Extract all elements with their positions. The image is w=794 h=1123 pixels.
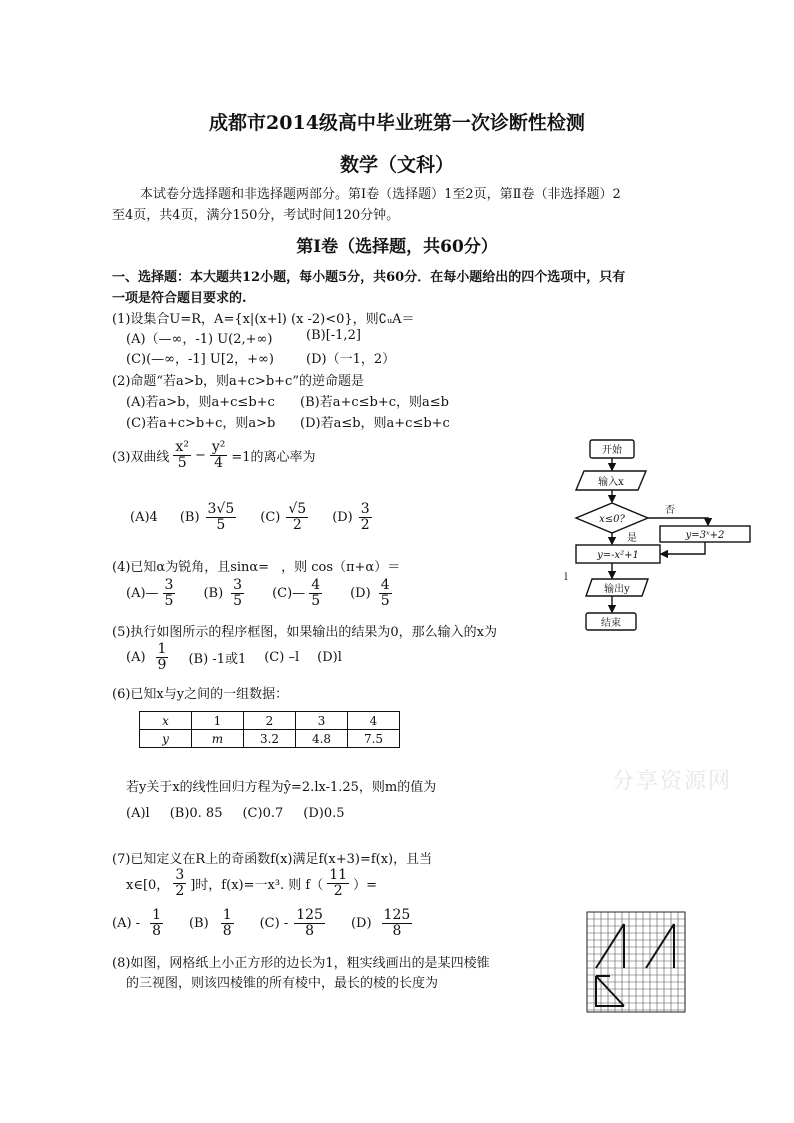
question-6-option-b: (B)0. 85	[169, 806, 223, 821]
frac-den: 5	[311, 592, 321, 609]
q3-fraction-y	[210, 440, 228, 470]
flow-no-box-label: y=3ˣ+2	[685, 530, 725, 541]
question-2-option-c: (C)若a+c>b+c，则a>b	[126, 416, 276, 431]
question-7-option-d	[351, 908, 414, 938]
question-4-option-b	[203, 578, 246, 608]
question-8-line2: 的三视图，则该四棱锥的所有棱中，最长的棱的长度为	[126, 976, 439, 991]
question-6-option-d: (D)0.5	[303, 806, 345, 821]
table-cell: 4	[348, 712, 400, 730]
frac-den: 2	[360, 516, 370, 533]
table-cell: 7.5	[348, 730, 400, 748]
question-2-stem: (2)命题“若a>b，则a+c>b+c”的逆命题是	[112, 374, 364, 389]
table-cell: m	[192, 730, 244, 748]
question-6-regression: 若y关于x的线性回归方程为ŷ=2.lx-1.25，则m的值为	[126, 780, 437, 795]
question-5-options	[126, 642, 342, 672]
flow-stray-mark: l	[564, 572, 568, 583]
question-2-option-b: (B)若a+c≤b+c，则a≤b	[300, 395, 449, 410]
watermark: 分享资源网	[612, 769, 733, 794]
q3-minus: −	[194, 447, 206, 463]
question-7-options	[112, 908, 414, 938]
q7-text: ]时，f(x)=一x³. 则 f（	[190, 877, 324, 893]
frac-num: 3	[164, 577, 174, 593]
q4-stem-tail: ，则 cos（π+α）＝	[281, 560, 401, 575]
option-label: (B)	[188, 915, 209, 931]
frac-den: 8	[305, 922, 315, 939]
frac-num: 125	[296, 907, 323, 923]
table-row	[140, 712, 400, 730]
q3-frac-den: 4	[214, 454, 224, 471]
table-cell: 4.8	[296, 730, 348, 748]
page-subtitle: 数学（文科）	[339, 154, 454, 176]
frac-den: 2	[333, 882, 343, 899]
section-instruction-line1: 一、选择题：本大题共12小题，每小题5分，共60分．在每小题给出的四个选项中，只有	[112, 270, 626, 285]
flow-input-label: 输入x	[598, 477, 624, 488]
frac-den: 5	[380, 592, 390, 609]
frac-num: 1	[152, 907, 161, 923]
intro-text-line1: 本试卷分选择题和非选择题两部分。第Ⅰ卷（选择题）1至2页，第Ⅱ卷（非选择题）2	[140, 187, 621, 202]
option-label: (C)—	[272, 585, 306, 601]
option-label: (C)	[260, 509, 281, 525]
question-5-option-b: (B) -1或1	[188, 651, 247, 667]
q3-frac-den: 5	[177, 454, 187, 471]
frac-den: 5	[216, 516, 226, 533]
question-3-option-d	[332, 502, 374, 532]
frac-num: 11	[329, 867, 348, 883]
frac-num: √5	[288, 501, 307, 517]
question-4-options	[126, 578, 394, 608]
question-7-option-c	[260, 908, 327, 938]
flow-yes-box-label: y=-x²+1	[597, 550, 639, 561]
option-label: (D)	[350, 585, 371, 601]
question-6-option-c: (C)0.7	[242, 806, 284, 821]
frac-den: 8	[222, 922, 232, 939]
question-3-options	[130, 502, 374, 532]
q7-text: ）=	[353, 877, 377, 893]
table-cell: y	[140, 730, 192, 748]
question-6-options	[126, 806, 345, 821]
option-label: (D)	[332, 509, 353, 525]
question-7-line2	[126, 868, 377, 898]
question-3-option-a: (A)4	[130, 509, 158, 525]
frac-num: 125	[383, 907, 411, 923]
section-instruction-line2: 一项是符合题目要求的.	[112, 291, 247, 306]
question-3-option-c	[260, 502, 310, 532]
frac-num: 1	[157, 641, 167, 657]
question-6-stem: (6)已知x与y之间的一组数据：	[112, 687, 289, 702]
frac-den: 8	[152, 922, 161, 939]
question-5-option-c: (C) –l	[264, 649, 300, 665]
question-3-stem	[112, 440, 316, 470]
question-3-option-b	[180, 502, 238, 532]
question-8-line1: (8)如图，网格纸上小正方形的边长为1，粗实线画出的是某四棱锥	[112, 956, 490, 971]
flow-yes-label: 是	[627, 533, 637, 544]
question-2-option-d: (D)若a≤b，则a+c≤b+c	[300, 416, 450, 431]
question-1-option-c: (C)(—∞，-1] U[2，+∞)	[126, 352, 274, 367]
question-5-option-a	[126, 642, 170, 672]
frac-den: 5	[164, 592, 174, 609]
flow-end-label: 结束	[601, 618, 621, 629]
q3-frac-num: x²	[175, 439, 189, 455]
table-row	[140, 730, 400, 748]
option-label: (A)—	[126, 585, 159, 601]
top-view-thick-line	[596, 976, 624, 1006]
q3-prefix: (3)双曲线	[112, 449, 170, 465]
frac-num: 1	[222, 907, 232, 923]
question-1-stem: (1)设集合U=R，A={x|(x+l) (x -2)<0}，则∁ᵤA＝	[112, 312, 415, 327]
frac-num: 3√5	[207, 501, 235, 517]
data-table	[139, 711, 400, 748]
frac-num: 3	[233, 577, 243, 593]
option-label: (D)	[350, 915, 372, 931]
frac-num: 4	[311, 577, 321, 593]
table-cell: 3.2	[244, 730, 296, 748]
question-2-option-a: (A)若a>b，则a+c≤b+c	[126, 395, 275, 410]
front-view-thick-line	[596, 924, 624, 968]
frac-den: 2	[292, 516, 302, 533]
frac-num: 3	[175, 867, 185, 883]
frac-den: 2	[175, 882, 185, 899]
frac-den: 5	[233, 592, 243, 609]
frac-den: 9	[157, 656, 167, 673]
frac-num: 3	[360, 501, 370, 517]
program-flowchart	[560, 436, 770, 636]
question-5-option-d: (D)l	[317, 649, 342, 665]
flow-no-label: 否	[665, 505, 675, 516]
question-1-option-d: (D)（一1，2）	[306, 352, 396, 367]
frac-den: 8	[392, 922, 402, 939]
option-label: (C) -	[259, 915, 289, 931]
flow-condition-label: x≤0?	[599, 514, 625, 525]
page-title: 成都市2014级高中毕业班第一次诊断性检测	[209, 112, 585, 134]
table-cell: x	[140, 712, 192, 730]
q7-text: x∈[0，	[126, 877, 170, 893]
part-heading: 第Ⅰ卷（选择题，共60分）	[296, 237, 498, 257]
three-view-grid-figure	[585, 910, 689, 1016]
q3-frac-num: y²	[211, 439, 226, 455]
question-4-stem	[112, 556, 400, 575]
option-label: (B)	[179, 509, 200, 525]
question-7-option-b	[189, 908, 236, 938]
question-1-option-b: (B)[-1,2]	[306, 328, 361, 343]
table-cell: 1	[192, 712, 244, 730]
option-label: (A) -	[112, 915, 141, 931]
flow-start-label: 开始	[602, 445, 622, 456]
question-4-option-a	[126, 578, 177, 608]
table-cell: 2	[244, 712, 296, 730]
intro-text-line2: 至4页，共4页，满分150分，考试时间120分钟。	[112, 208, 400, 223]
question-1-option-a: (A)（—∞，-1) U(2,+∞)	[126, 332, 273, 347]
frac-num: 4	[380, 577, 390, 593]
option-label: (A)	[126, 649, 146, 665]
question-6-option-a: (A)l	[126, 806, 150, 821]
question-7-stem: (7)已知定义在R上的奇函数f(x)满足f(x+3)=f(x)，且当	[112, 852, 433, 867]
q3-suffix: =1的离心率为	[231, 449, 316, 465]
q4-stem-head: (4)已知α为锐角，且sinα=	[112, 560, 270, 575]
question-4-option-c	[272, 578, 324, 608]
flow-output-label: 输出y	[604, 584, 630, 595]
q3-fraction-x	[173, 440, 191, 470]
question-7-option-a	[112, 908, 165, 938]
table-cell: 3	[296, 712, 348, 730]
question-4-option-d	[350, 578, 394, 608]
option-label: (B)	[203, 585, 224, 601]
question-5-stem: (5)执行如图所示的程序框图，如果输出的结果为0，那么输入的x为	[112, 625, 498, 640]
